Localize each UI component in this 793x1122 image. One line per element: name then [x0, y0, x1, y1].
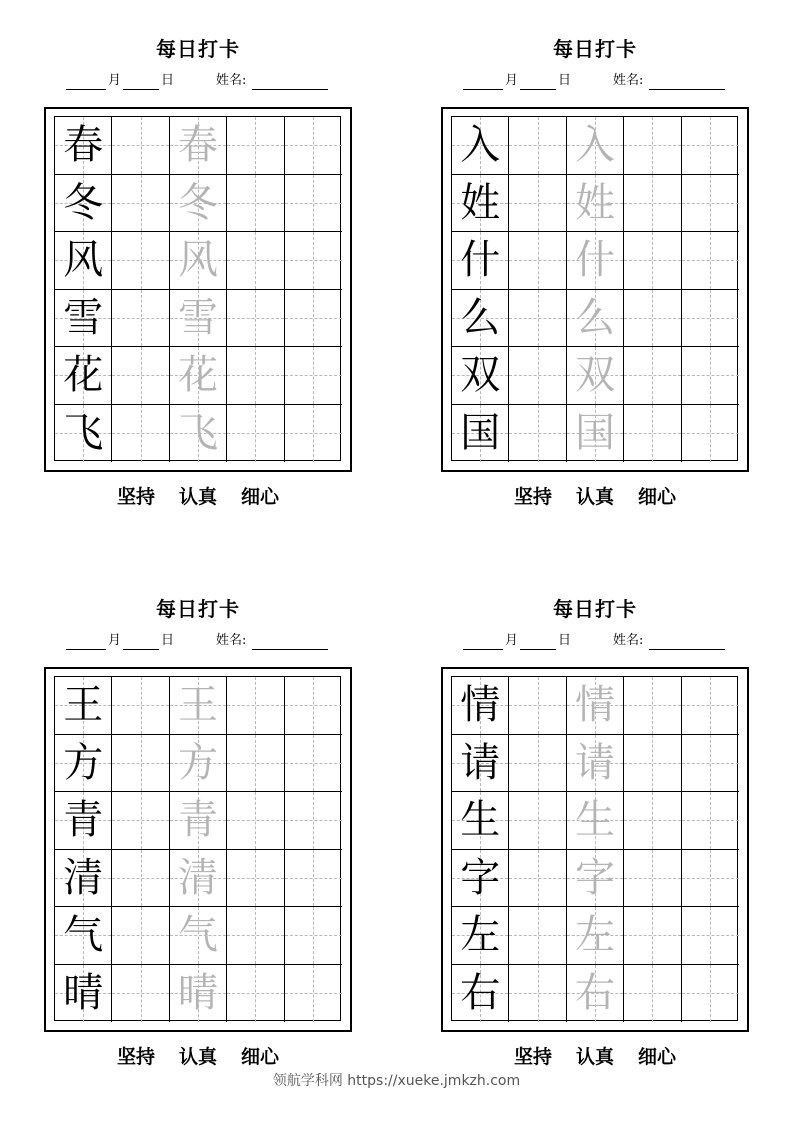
writing-cell[interactable]: [624, 735, 681, 793]
month-label: 月: [108, 73, 122, 88]
writing-cell[interactable]: [227, 175, 284, 233]
writing-cell[interactable]: [509, 232, 566, 290]
trace-character: 雪: [177, 294, 218, 341]
month-blank[interactable]: [463, 635, 503, 650]
grid-cell: [452, 117, 509, 175]
writing-cell[interactable]: [112, 850, 169, 908]
motto-word: 坚持: [513, 486, 552, 508]
grid-cell: [567, 290, 624, 348]
grid-cell: [452, 965, 509, 1023]
grid-cell: [170, 175, 227, 233]
writing-cell[interactable]: [285, 232, 342, 290]
writing-cell[interactable]: [285, 290, 342, 348]
writing-cell[interactable]: [682, 232, 739, 290]
grid-cell: [452, 792, 509, 850]
writing-cell[interactable]: [624, 850, 681, 908]
grid-cell: [170, 290, 227, 348]
writing-cell[interactable]: [112, 175, 169, 233]
trace-character: 风: [177, 237, 218, 284]
model-character: 姓: [460, 179, 501, 226]
grid-cell: [567, 347, 624, 405]
trace-character: 姓: [574, 179, 615, 226]
writing-cell[interactable]: [509, 735, 566, 793]
motto-word: 认真: [575, 1046, 614, 1068]
writing-cell[interactable]: [682, 405, 739, 463]
writing-cell[interactable]: [112, 347, 169, 405]
grid-cell: [170, 117, 227, 175]
writing-cell[interactable]: [509, 347, 566, 405]
trace-character: 清: [177, 854, 218, 901]
writing-cell[interactable]: [509, 907, 566, 965]
writing-cell[interactable]: [509, 677, 566, 735]
trace-character: 双: [574, 352, 615, 399]
trace-character: 右: [574, 970, 615, 1017]
date-name-line: [66, 72, 328, 90]
trace-character: 气: [177, 912, 218, 959]
trace-character: 青: [177, 797, 218, 844]
grid-cell: [567, 175, 624, 233]
model-character: 青: [63, 797, 104, 844]
motto-word: 坚持: [116, 486, 155, 508]
date-name-line: [463, 72, 725, 90]
motto: [44, 482, 352, 509]
model-character: 什: [460, 237, 501, 284]
card-3: [44, 594, 352, 1068]
grid-cell: [170, 677, 227, 735]
writing-cell[interactable]: [227, 965, 284, 1023]
writing-cell[interactable]: [285, 907, 342, 965]
model-character: 入: [460, 122, 501, 169]
writing-cell[interactable]: [624, 232, 681, 290]
writing-cell[interactable]: [227, 792, 284, 850]
card-title: 每日打卡: [553, 597, 637, 621]
trace-character: 冬: [177, 179, 218, 226]
writing-cell[interactable]: [509, 405, 566, 463]
writing-cell[interactable]: [509, 175, 566, 233]
grid-cell: [452, 907, 509, 965]
writing-cell[interactable]: [227, 347, 284, 405]
practice-box: [44, 107, 352, 472]
trace-character: 花: [177, 352, 218, 399]
model-character: 国: [460, 410, 501, 457]
grid-cell: [55, 907, 112, 965]
motto-word: 认真: [178, 486, 217, 508]
writing-cell[interactable]: [285, 792, 342, 850]
grid-cell: [170, 907, 227, 965]
writing-cell[interactable]: [682, 347, 739, 405]
grid-cell: [55, 735, 112, 793]
day-blank[interactable]: [123, 635, 159, 650]
writing-cell[interactable]: [227, 232, 284, 290]
model-character: 情: [460, 682, 501, 729]
motto-word: 坚持: [116, 1046, 155, 1068]
grid-cell: [170, 792, 227, 850]
motto-word: 细心: [638, 486, 677, 508]
month-blank[interactable]: [66, 75, 106, 90]
writing-cell[interactable]: [682, 907, 739, 965]
writing-cell[interactable]: [112, 405, 169, 463]
name-blank[interactable]: [252, 635, 328, 650]
day-label: 日: [161, 73, 175, 88]
writing-cell[interactable]: [682, 792, 739, 850]
tian-grid: [451, 116, 738, 461]
model-character: 生: [460, 797, 501, 844]
writing-cell[interactable]: [682, 290, 739, 348]
writing-cell[interactable]: [227, 907, 284, 965]
grid-cell: [452, 175, 509, 233]
model-character: 春: [63, 122, 104, 169]
writing-cell[interactable]: [509, 850, 566, 908]
grid-cell: [567, 232, 624, 290]
grid-cell: [567, 117, 624, 175]
grid-cell: [170, 232, 227, 290]
practice-box: [44, 667, 352, 1032]
writing-cell[interactable]: [682, 677, 739, 735]
model-character: 清: [63, 854, 104, 901]
card-4: [441, 594, 749, 1068]
writing-cell[interactable]: [285, 405, 342, 463]
writing-cell[interactable]: [285, 347, 342, 405]
model-character: 字: [460, 854, 501, 901]
grid-cell: [452, 347, 509, 405]
tian-grid: [54, 676, 341, 1021]
grid-cell: [452, 677, 509, 735]
writing-cell[interactable]: [285, 965, 342, 1023]
month-label: 月: [505, 73, 519, 88]
day-blank[interactable]: [520, 635, 556, 650]
model-character: 方: [63, 739, 104, 786]
grid-cell: [55, 850, 112, 908]
grid-cell: [55, 175, 112, 233]
day-blank[interactable]: [123, 75, 159, 90]
date-name-line: [66, 632, 328, 650]
motto-word: 细心: [241, 1046, 280, 1068]
writing-cell[interactable]: [112, 907, 169, 965]
name-blank[interactable]: [649, 75, 725, 90]
writing-cell[interactable]: [227, 850, 284, 908]
grid-cell: [170, 405, 227, 463]
writing-cell[interactable]: [112, 232, 169, 290]
trace-character: 方: [177, 739, 218, 786]
trace-character: 王: [177, 682, 218, 729]
motto-word: 坚持: [513, 1046, 552, 1068]
writing-cell[interactable]: [227, 290, 284, 348]
trace-character: 字: [574, 854, 615, 901]
trace-character: 左: [574, 912, 615, 959]
model-character: 冬: [63, 179, 104, 226]
motto: [441, 1042, 749, 1069]
grid-cell: [452, 735, 509, 793]
card-title: 每日打卡: [553, 37, 637, 61]
writing-cell[interactable]: [624, 792, 681, 850]
grid-cell: [567, 965, 624, 1023]
grid-cell: [452, 232, 509, 290]
writing-cell[interactable]: [285, 850, 342, 908]
month-label: 月: [505, 633, 519, 648]
writing-cell[interactable]: [682, 175, 739, 233]
trace-character: 什: [574, 237, 615, 284]
writing-cell[interactable]: [624, 677, 681, 735]
writing-cell[interactable]: [624, 290, 681, 348]
trace-character: 生: [574, 797, 615, 844]
trace-character: 请: [574, 739, 615, 786]
grid-cell: [170, 965, 227, 1023]
model-character: 雪: [63, 294, 104, 341]
grid-cell: [170, 735, 227, 793]
model-character: 右: [460, 970, 501, 1017]
name-label: 姓名:: [216, 73, 247, 88]
writing-cell[interactable]: [682, 735, 739, 793]
grid-cell: [567, 907, 624, 965]
grid-cell: [567, 792, 624, 850]
motto: [44, 1042, 352, 1069]
motto: [441, 482, 749, 509]
writing-cell[interactable]: [509, 792, 566, 850]
grid-cell: [567, 850, 624, 908]
model-character: 气: [63, 912, 104, 959]
trace-character: 情: [574, 682, 615, 729]
motto-word: 细心: [241, 486, 280, 508]
grid-cell: [567, 677, 624, 735]
writing-cell[interactable]: [112, 677, 169, 735]
writing-cell[interactable]: [509, 117, 566, 175]
writing-cell[interactable]: [624, 117, 681, 175]
model-character: 花: [63, 352, 104, 399]
grid-cell: [452, 850, 509, 908]
writing-cell[interactable]: [227, 677, 284, 735]
footer-watermark: 领航学科网 https://xueke.jmkzh.com: [272, 1073, 521, 1089]
grid-cell: [55, 405, 112, 463]
trace-character: 春: [177, 122, 218, 169]
motto-word: 认真: [575, 486, 614, 508]
grid-cell: [170, 850, 227, 908]
card-2: [441, 34, 749, 508]
writing-cell[interactable]: [682, 117, 739, 175]
grid-cell: [55, 792, 112, 850]
trace-character: 么: [574, 294, 615, 341]
writing-cell[interactable]: [112, 965, 169, 1023]
model-character: 晴: [63, 970, 104, 1017]
writing-cell[interactable]: [112, 290, 169, 348]
writing-cell[interactable]: [227, 735, 284, 793]
model-character: 王: [63, 682, 104, 729]
grid-cell: [55, 232, 112, 290]
writing-cell[interactable]: [112, 117, 169, 175]
writing-cell[interactable]: [112, 735, 169, 793]
model-character: 么: [460, 294, 501, 341]
grid-cell: [55, 677, 112, 735]
motto-word: 细心: [638, 1046, 677, 1068]
model-character: 请: [460, 739, 501, 786]
practice-box: [441, 667, 749, 1032]
day-label: 日: [558, 73, 572, 88]
grid-cell: [55, 117, 112, 175]
name-label: 姓名:: [613, 633, 644, 648]
tian-grid: [54, 116, 341, 461]
name-blank[interactable]: [252, 75, 328, 90]
writing-cell[interactable]: [227, 405, 284, 463]
writing-cell[interactable]: [682, 965, 739, 1023]
month-label: 月: [108, 633, 122, 648]
grid-cell: [452, 405, 509, 463]
writing-cell[interactable]: [624, 965, 681, 1023]
grid-cell: [55, 290, 112, 348]
grid-cell: [55, 347, 112, 405]
month-blank[interactable]: [66, 635, 106, 650]
grid-cell: [567, 405, 624, 463]
practice-box: [441, 107, 749, 472]
writing-cell[interactable]: [624, 405, 681, 463]
motto-word: 认真: [178, 1046, 217, 1068]
writing-cell[interactable]: [285, 677, 342, 735]
name-blank[interactable]: [649, 635, 725, 650]
writing-cell[interactable]: [285, 735, 342, 793]
model-character: 左: [460, 912, 501, 959]
grid-cell: [567, 735, 624, 793]
card-title: 每日打卡: [156, 597, 240, 621]
date-name-line: [463, 632, 725, 650]
name-label: 姓名:: [613, 73, 644, 88]
writing-cell[interactable]: [509, 290, 566, 348]
writing-cell[interactable]: [285, 117, 342, 175]
writing-cell[interactable]: [285, 175, 342, 233]
model-character: 双: [460, 352, 501, 399]
month-blank[interactable]: [463, 75, 503, 90]
grid-cell: [170, 347, 227, 405]
trace-character: 晴: [177, 970, 218, 1017]
card-1: [44, 34, 352, 508]
tian-grid: [451, 676, 738, 1021]
trace-character: 入: [574, 122, 615, 169]
grid-cell: [452, 290, 509, 348]
name-label: 姓名:: [216, 633, 247, 648]
trace-character: 飞: [177, 410, 218, 457]
writing-cell[interactable]: [227, 117, 284, 175]
writing-cell[interactable]: [509, 965, 566, 1023]
writing-cell[interactable]: [682, 850, 739, 908]
grid-cell: [55, 965, 112, 1023]
writing-cell[interactable]: [624, 347, 681, 405]
model-character: 风: [63, 237, 104, 284]
writing-cell[interactable]: [624, 907, 681, 965]
day-label: 日: [558, 633, 572, 648]
model-character: 飞: [63, 410, 104, 457]
writing-cell[interactable]: [112, 792, 169, 850]
trace-character: 国: [574, 410, 615, 457]
writing-cell[interactable]: [624, 175, 681, 233]
card-title: 每日打卡: [156, 37, 240, 61]
day-label: 日: [161, 633, 175, 648]
day-blank[interactable]: [520, 75, 556, 90]
